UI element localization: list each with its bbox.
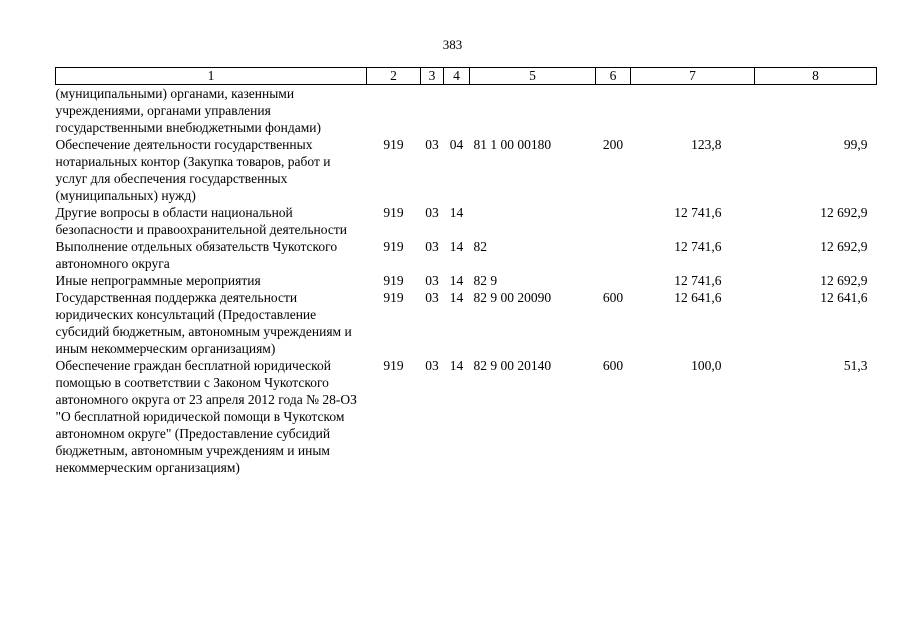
row-description: Выполнение отдельных обязательств Чукотского автономного округа: [55, 239, 338, 271]
row-section: 03: [425, 290, 439, 305]
row-target-article: 82 9 00 20090: [473, 290, 552, 305]
row-subsection: 14: [449, 290, 464, 305]
row-amount-executed: 12 692,9: [820, 239, 868, 254]
table-row: [56, 85, 877, 137]
row-ministry-code: 919: [383, 273, 404, 288]
row-subsection: 14: [449, 358, 464, 373]
row-amount-executed: 12 692,9: [820, 205, 868, 220]
header-col-7: 7: [631, 68, 755, 85]
row-ministry-code: 919: [383, 290, 404, 305]
row-target-article: [470, 204, 596, 238]
table-row: [56, 289, 877, 357]
page-number: 383: [442, 37, 463, 52]
row-description: Иные непрограммные мероприятия: [55, 273, 261, 288]
row-ministry-code: [367, 85, 421, 137]
row-description: Обеспечение деятельности государственных нотариальных контор (Закупка товаров, работ и услуг для обеспечения государственных (муниципальных) нужд): [55, 137, 331, 203]
row-target-article: 82 9 00 20140: [473, 358, 552, 373]
row-amount-planned: 12 641,6: [674, 290, 722, 305]
row-amount-executed: 99,9: [843, 137, 868, 152]
header-col-3: 3: [421, 68, 444, 85]
table-row: [56, 272, 877, 289]
row-expense-type: 200: [602, 137, 624, 152]
header-col-6: 6: [596, 68, 631, 85]
row-amount-executed: 12 641,6: [820, 290, 868, 305]
row-amount-planned: [631, 85, 755, 137]
row-subsection: [444, 85, 470, 137]
row-expense-type: [596, 272, 631, 289]
header-col-5: 5: [470, 68, 596, 85]
row-description: Государственная поддержка деятельности юридических консультаций (Предоставление субсидий бюджетным, автономным учреждениям и иным некоммерческим организациям): [55, 290, 352, 356]
row-section: 03: [425, 205, 439, 220]
row-amount-executed: 51,3: [843, 358, 868, 373]
row-section: 03: [425, 239, 439, 254]
header-col-8: 8: [755, 68, 877, 85]
header-col-2: 2: [367, 68, 421, 85]
row-amount-planned: 12 741,6: [674, 239, 722, 254]
row-subsection: 14: [449, 239, 464, 254]
row-ministry-code: 919: [383, 205, 404, 220]
row-section: 03: [425, 273, 439, 288]
row-section: 03: [425, 358, 439, 373]
header-col-1: 1: [56, 68, 367, 85]
table-row: [56, 204, 877, 238]
row-expense-type: 600: [602, 290, 624, 305]
row-target-article: 82 9: [473, 273, 498, 288]
row-amount-planned: 12 741,6: [674, 273, 722, 288]
row-subsection: 14: [449, 205, 464, 220]
row-amount-planned: 123,8: [691, 137, 722, 152]
row-expense-type: 600: [602, 358, 624, 373]
budget-table: [55, 67, 877, 476]
row-description: Обеспечение граждан бесплатной юридической помощью в соответствии с Законом Чукотского автономного округа от 23 апреля 2012 года № 28-ОЗ "О бесплатной юридической помощи в Чукотском автономном округе" (Предоставление субсидий бюджетным, автономным учреждениям и иным некоммерческим организациям): [55, 358, 357, 475]
row-ministry-code: 919: [383, 239, 404, 254]
row-amount-planned: 12 741,6: [674, 205, 722, 220]
row-ministry-code: 919: [383, 137, 404, 152]
row-amount-executed: [755, 85, 877, 137]
row-expense-type: [596, 85, 631, 137]
row-subsection: 04: [449, 137, 464, 152]
row-expense-type: [596, 204, 631, 238]
row-section: 03: [425, 137, 439, 152]
column-number-header: [56, 68, 877, 85]
row-description: (муниципальными) органами, казенными учреждениями, органами управления государственными внебюджетными фондами): [55, 86, 322, 135]
row-section: [421, 85, 444, 137]
row-target-article: 81 1 00 00180: [473, 137, 552, 152]
header-col-4: 4: [444, 68, 470, 85]
row-subsection: 14: [449, 273, 464, 288]
row-target-article: [470, 85, 596, 137]
row-ministry-code: 919: [383, 358, 404, 373]
row-description: Другие вопросы в области национальной безопасности и правоохранительной деятельности: [55, 205, 347, 237]
table-row: [56, 136, 877, 204]
row-expense-type: [596, 238, 631, 272]
row-target-article: 82: [473, 239, 487, 254]
row-amount-planned: 100,0: [691, 358, 722, 373]
table-row: [56, 357, 877, 476]
table-row: [56, 238, 877, 272]
row-amount-executed: 12 692,9: [820, 273, 868, 288]
